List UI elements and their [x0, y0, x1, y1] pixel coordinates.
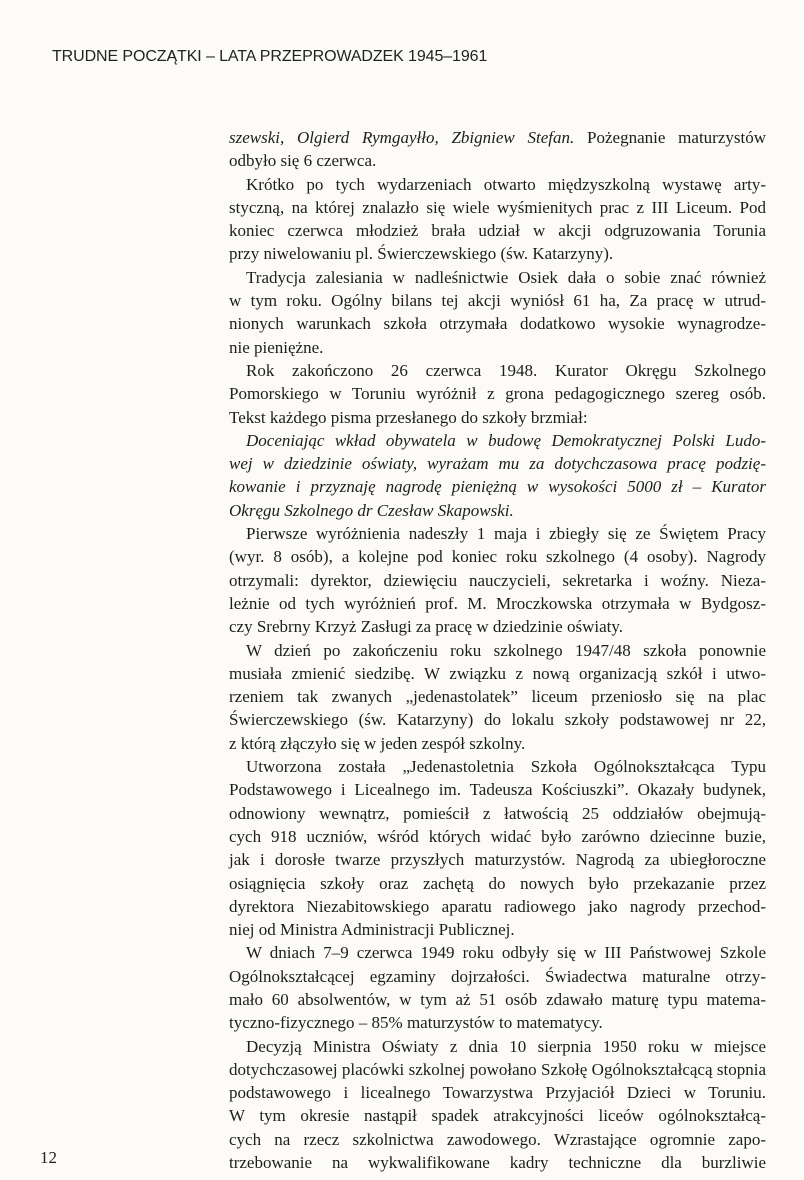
text-line: [229, 569, 766, 592]
text-segment: odbyło się 6 czerwca.: [229, 151, 377, 171]
text-line: [229, 359, 766, 382]
text-line: [229, 219, 766, 242]
text-line: [229, 499, 766, 522]
text-segment: podstawowego i licealnego Towarzystwa Przyjaciół Dzieci w Toruniu.: [229, 1083, 766, 1103]
text-line: [229, 732, 766, 755]
text-segment: nie pieniężne.: [229, 337, 324, 357]
text-segment: Podstawowego i Licealnego im. Tadeusza Kościuszki”. Okazały budynek,: [229, 780, 766, 800]
text-segment: rzeniem tak zwanych „jedenastolatek” liceum przeniosło się na plac: [229, 687, 766, 707]
text-line: [229, 1035, 766, 1058]
text-segment: osiągnięcia szkoły oraz zachętą do nowych było przekazanie przez: [229, 873, 766, 893]
text-line: [229, 662, 766, 685]
text-segment: Rok zakończono 26 czerwca 1948. Kurator Okręgu Szkolnego: [246, 360, 766, 380]
italic-text: wej w dziedzinie oświaty, wyrażam mu za dotychczasowa pracę podzię-: [229, 454, 766, 474]
text-line: [229, 242, 766, 265]
text-line: [229, 918, 766, 941]
text-line: [229, 196, 766, 219]
page-number: 12: [40, 1148, 57, 1167]
text-segment: odnowiony wewnątrz, pomieścił z łatwością 25 oddziałów obejmują-: [229, 803, 766, 823]
text-segment: Pożegnanie maturzystów: [574, 128, 766, 147]
text-segment: Krótko po tych wydarzeniach otwarto międzyszkolną wystawę arty-: [246, 174, 766, 194]
text-segment: koniec czerwca młodzież brała udział w akcji odgruzowania Torunia: [229, 221, 766, 241]
italic-text: szewski, Olgierd Rymgayłło, Zbigniew Stefan.: [229, 128, 575, 147]
text-segment: otrzymali: dyrektor, dziewięciu nauczycieli, sekretarka i woźny. Nieza-: [229, 570, 766, 590]
text-line: [229, 685, 766, 708]
text-line: [229, 708, 766, 731]
text-line: [229, 941, 766, 964]
text-line: [229, 1011, 766, 1034]
text-segment: nionych warunkach szkoła otrzymała dodatkowo wysokie wynagrodze-: [229, 314, 766, 334]
text-segment: Pomorskiego w Toruniu wyróżnił z grona pedagogicznego szereg osób.: [229, 384, 766, 404]
text-segment: czy Srebrny Krzyż Zasługi za pracę w dziedzinie oświaty.: [229, 617, 623, 637]
text-line: [229, 615, 766, 638]
text-segment: cych na rzecz szkolnictwa zawodowego. Wzrastające ogromnie zapo-: [229, 1129, 766, 1149]
text-segment: (wyr. 8 osób), a kolejne pod koniec roku szkolnego (4 osoby). Nagrody: [229, 547, 766, 567]
text-segment: jak i dorosłe twarze przyszłych maturzystów. Nagrodą za ubiegłoroczne: [229, 850, 766, 870]
text-line: [229, 965, 766, 988]
text-segment: przy niwelowaniu pl. Świerczewskiego (św. Katarzyny).: [229, 244, 614, 264]
text-segment: Świerczewskiego (św. Katarzyny) do lokalu szkoły podstawowej nr 22,: [229, 710, 766, 730]
text-line: [229, 1128, 766, 1151]
text-line: [229, 1151, 766, 1174]
text-line: [229, 312, 766, 335]
body-text: [229, 126, 766, 1174]
text-line: [229, 149, 766, 172]
text-segment: niej od Ministra Administracji Publicznej.: [229, 920, 515, 940]
text-segment: Tradycja zalesiania w nadleśnictwie Osiek dała o sobie znać również: [246, 267, 766, 287]
italic-text: Doceniając wkład obywatela w budowę Demokratycznej Polski Ludo-: [246, 430, 766, 450]
text-segment: cych 918 uczniów, wśród których widać było zarówno dziecinne buzie,: [229, 826, 766, 846]
text-line: [229, 802, 766, 825]
text-line: [229, 778, 766, 801]
text-line: [229, 639, 766, 662]
text-segment: W dzień po zakończeniu roku szkolnego 1947/48 szkoła ponownie: [246, 640, 766, 660]
italic-text: kowanie i przyznaję nagrodę pieniężną w wysokości 5000 zł – Kurator: [229, 477, 766, 497]
text-line: [229, 382, 766, 405]
text-line: [229, 429, 766, 452]
text-segment: dyrektora Niezabitowskiego aparatu radiowego jako nagrody przechod-: [229, 896, 766, 916]
text-line: [229, 825, 766, 848]
text-line: [229, 1058, 766, 1081]
text-line: [229, 475, 766, 498]
text-line: [229, 895, 766, 918]
text-segment: Utworzona została „Jedenastoletnia Szkoła Ogólnokształcąca Typu: [246, 757, 766, 777]
text-line: [229, 1081, 766, 1104]
text-segment: leżnie od tych wyróżnień prof. M. Mroczkowska otrzymała w Bydgosz-: [229, 593, 766, 613]
text-segment: Decyzją Ministra Oświaty z dnia 10 sierpnia 1950 roku w miejsce: [246, 1036, 766, 1056]
text-line: [229, 755, 766, 778]
text-line: [229, 1104, 766, 1127]
text-line: [229, 848, 766, 871]
text-line: [229, 545, 766, 568]
text-segment: tyczno-fizycznego – 85% maturzystów to matematycy.: [229, 1013, 603, 1033]
text-line: [229, 452, 766, 475]
text-segment: dotychczasowej placówki szkolnej powołano Szkołę Ogólnokształcącą stopnia: [229, 1059, 766, 1079]
text-segment: w tym roku. Ogólny bilans tej akcji wyniósł 61 ha, Za pracę w utrud-: [229, 291, 766, 311]
text-segment: styczną, na której znalazło się wiele wyśmienitych prac z III Liceum. Pod: [229, 197, 766, 217]
text-line: [229, 522, 766, 545]
text-line: [229, 126, 766, 149]
text-segment: trzebowanie na wykwalifikowane kadry techniczne dla burzliwie: [229, 1153, 766, 1173]
text-segment: z którą złączyło się w jeden zespół szkolny.: [229, 733, 526, 753]
text-segment: musiała zmienić siedzibę. W związku z nową organizacją szkół i utwo-: [229, 663, 766, 683]
text-line: [229, 988, 766, 1011]
running-head: TRUDNE POCZĄTKI – LATA PRZEPROWADZEK 1945–1961: [52, 48, 488, 65]
text-line: [229, 592, 766, 615]
text-segment: mało 60 absolwentów, w tym aż 51 osób zdawało maturę typu matema-: [229, 989, 766, 1009]
text-line: [229, 336, 766, 359]
text-segment: W tym okresie nastąpił spadek atrakcyjności liceów ogólnokształcą-: [229, 1106, 766, 1126]
text-line: [229, 872, 766, 895]
text-segment: Pierwsze wyróżnienia nadeszły 1 maja i zbiegły się ze Świętem Pracy: [246, 524, 766, 544]
text-segment: W dniach 7–9 czerwca 1949 roku odbyły się w III Państwowej Szkole: [246, 943, 766, 963]
italic-text: Okręgu Szkolnego dr Czesław Skapowski.: [229, 500, 514, 520]
text-line: [229, 406, 766, 429]
text-segment: Ogólnokształcącej egzaminy dojrzałości. Świadectwa maturalne otrzy-: [229, 966, 766, 986]
text-line: [229, 173, 766, 196]
text-line: [229, 289, 766, 312]
text-segment: Tekst każdego pisma przesłanego do szkoły brzmiał:: [229, 407, 588, 427]
text-line: [229, 266, 766, 289]
